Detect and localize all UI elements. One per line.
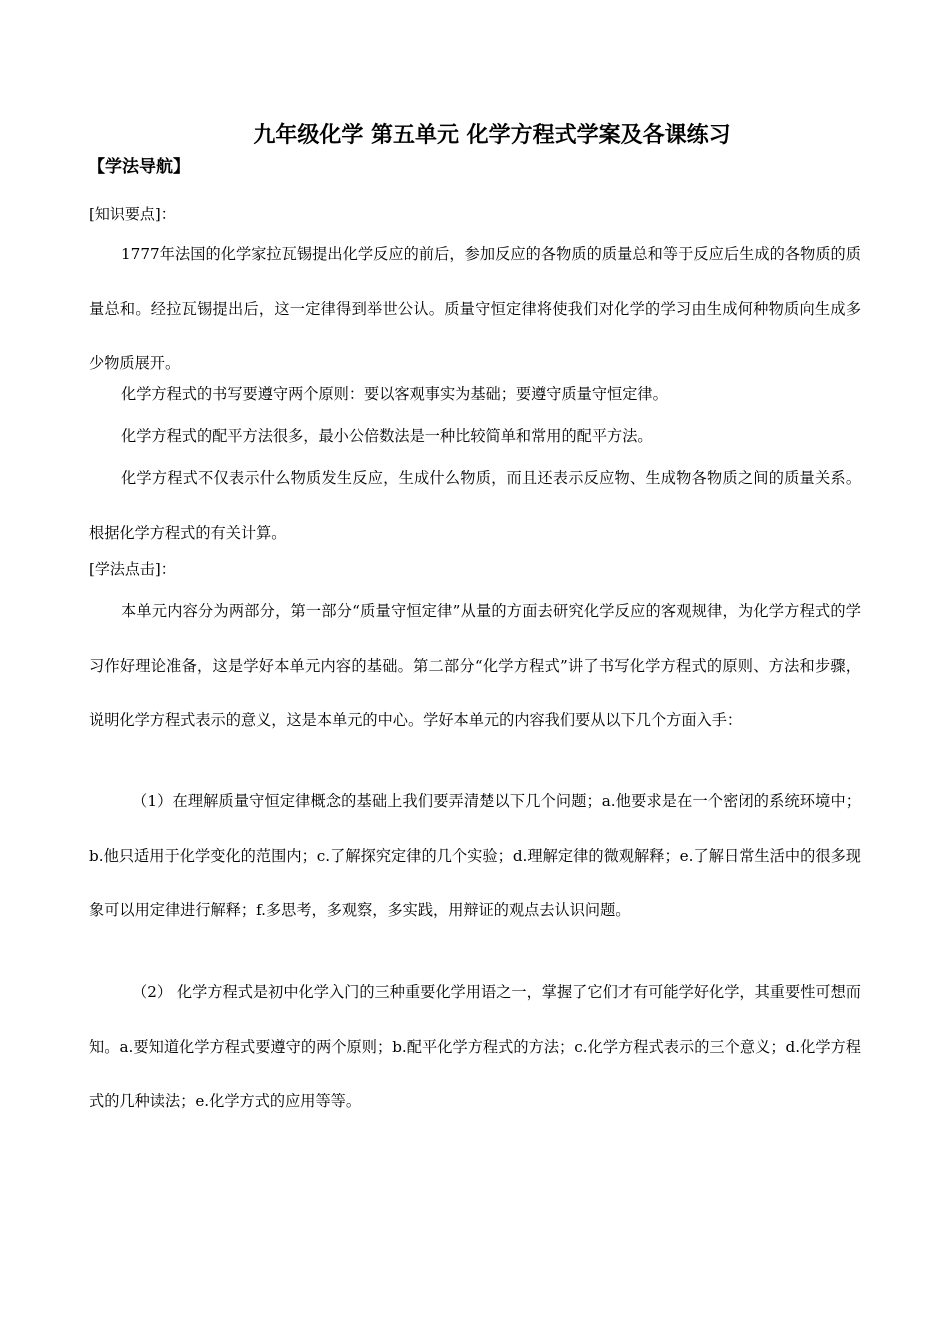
document-title: 九年级化学 第五单元 化学方程式学案及各课练习 — [253, 123, 731, 148]
method-paragraph-1: 本单元内容分为两部分，第一部分“质量守恒定律”从量的方面去研究化学反应的客观规律，为化学方程式的学习作好理论准备，这是学好本单元内容的基础。第二部分“化学方程式”讲了书写化学方程式的原则、方法和步骤，说明化学方程式表示的意义，这是本单元的中心。学好本单元的内容我们要从以下几个方面入手： — [89, 602, 861, 729]
method-item-1: （1）在理解质量守恒定律概念的基础上我们要弄清楚以下几个问题；a.他要求是在一个密闭的系统环境中；b.他只适用于化学变化的范围内；c.了解探究定律的几个实验；d.理解定律的微观解释；e.了解日常生活中的很多现象可以用定律进行解释；f.多思考，多观察，多实践，用辩证的观点去认识问题。 — [89, 792, 861, 919]
method-tips-heading: [学法点击]： — [89, 560, 176, 578]
knowledge-paragraph-3: 化学方程式的配平方法很多，最小公倍数法是一种比较简单和常用的配平方法。 — [121, 427, 653, 445]
knowledge-paragraph-4: 化学方程式不仅表示什么物质发生反应，生成什么物质，而且还表示反应物、生成物各物质之间的质量关系。根据化学方程式的有关计算。 — [89, 469, 861, 542]
section-heading-study-guide: 【学法导航】 — [88, 157, 190, 177]
knowledge-points-heading: [知识要点]： — [89, 205, 176, 223]
method-item-2: （2） 化学方程式是初中化学入门的三种重要化学用语之一，掌握了它们才有可能学好化学，其重要性可想而知。a.要知道化学方程式要遵守的两个原则；b.配平化学方程式的方法；c.化学方程式表示的三个意义；d.化学方程式的几种读法；e.化学方式的应用等等。 — [89, 983, 861, 1110]
knowledge-paragraph-2: 化学方程式的书写要遵守两个原则：要以客观事实为基础；要遵守质量守恒定律。 — [121, 385, 668, 403]
knowledge-paragraph-1: 1777年法国的化学家拉瓦锡提出化学反应的前后，参加反应的各物质的质量总和等于反应后生成的各物质的质量总和。经拉瓦锡提出后，这一定律得到举世公认。质量守恒定律将使我们对化学的学习由生成何种物质向生成多少物质展开。 — [89, 245, 861, 372]
